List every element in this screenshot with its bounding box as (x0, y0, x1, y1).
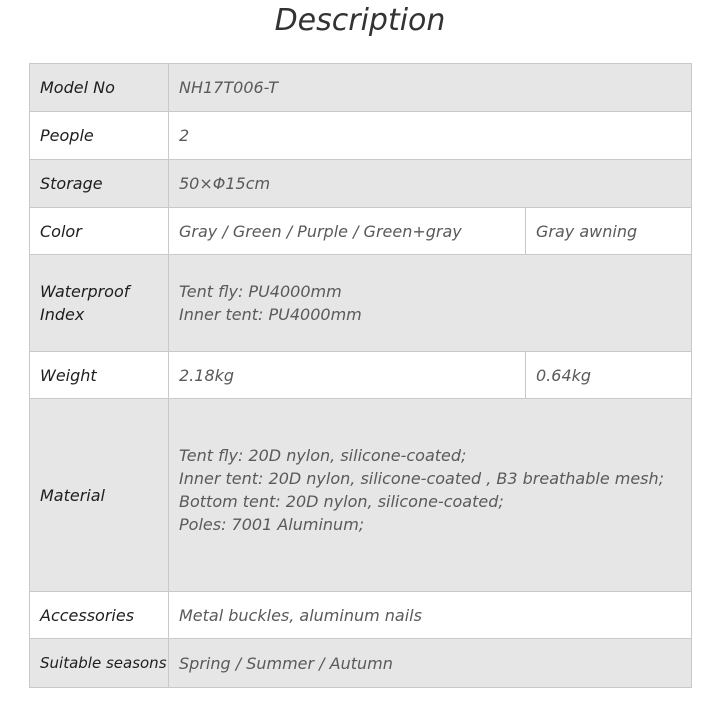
spec-table (29, 63, 692, 688)
color-value: Gray / Green / Purple / Green+gray (169, 208, 526, 255)
waterproof-label-line: Waterproof (40, 282, 130, 301)
model-label: Model No (30, 64, 169, 112)
material-label: Material (30, 399, 169, 592)
waterproof-label-line: Index (40, 305, 85, 324)
accessories-label: Accessories (30, 592, 169, 639)
table-row-color (30, 208, 692, 255)
table-row-model (30, 64, 692, 112)
material-line: Bottom tent: 20D nylon, silicone-coated; (179, 492, 504, 511)
people-label: People (30, 112, 169, 160)
material-line: Tent fly: 20D nylon, silicone-coated; (179, 446, 467, 465)
table-row-accessories (30, 592, 692, 639)
waterproof-line: Tent fly: PU4000mm (179, 282, 342, 301)
table-row-storage (30, 160, 692, 208)
table-row-weight (30, 352, 692, 399)
weight-value: 2.18kg (169, 352, 526, 399)
color-label: Color (30, 208, 169, 255)
material-line: Inner tent: 20D nylon, silicone-coated , B3 breathable mesh; (179, 469, 665, 488)
page-title: Description (274, 3, 446, 38)
weight-label: Weight (30, 352, 169, 399)
table-row-material (30, 399, 692, 592)
people-value: 2 (169, 112, 692, 160)
table-row-seasons (30, 639, 692, 688)
storage-label: Storage (30, 160, 169, 208)
waterproof-label (30, 255, 169, 352)
table-row-people (30, 112, 692, 160)
seasons-label: Suitable seasons (30, 639, 169, 688)
model-value: NH17T006-T (169, 64, 692, 112)
accessories-value: Metal buckles, aluminum nails (169, 592, 692, 639)
material-value (169, 399, 692, 592)
storage-value: 50×Φ15cm (169, 160, 692, 208)
waterproof-value (169, 255, 692, 352)
weight-extra-value: 0.64kg (526, 352, 692, 399)
material-line: Poles: 7001 Aluminum; (179, 515, 365, 534)
table-row-waterproof (30, 255, 692, 352)
color-extra-value: Gray awning (526, 208, 692, 255)
seasons-value: Spring / Summer / Autumn (169, 639, 692, 688)
waterproof-line: Inner tent: PU4000mm (179, 305, 362, 324)
